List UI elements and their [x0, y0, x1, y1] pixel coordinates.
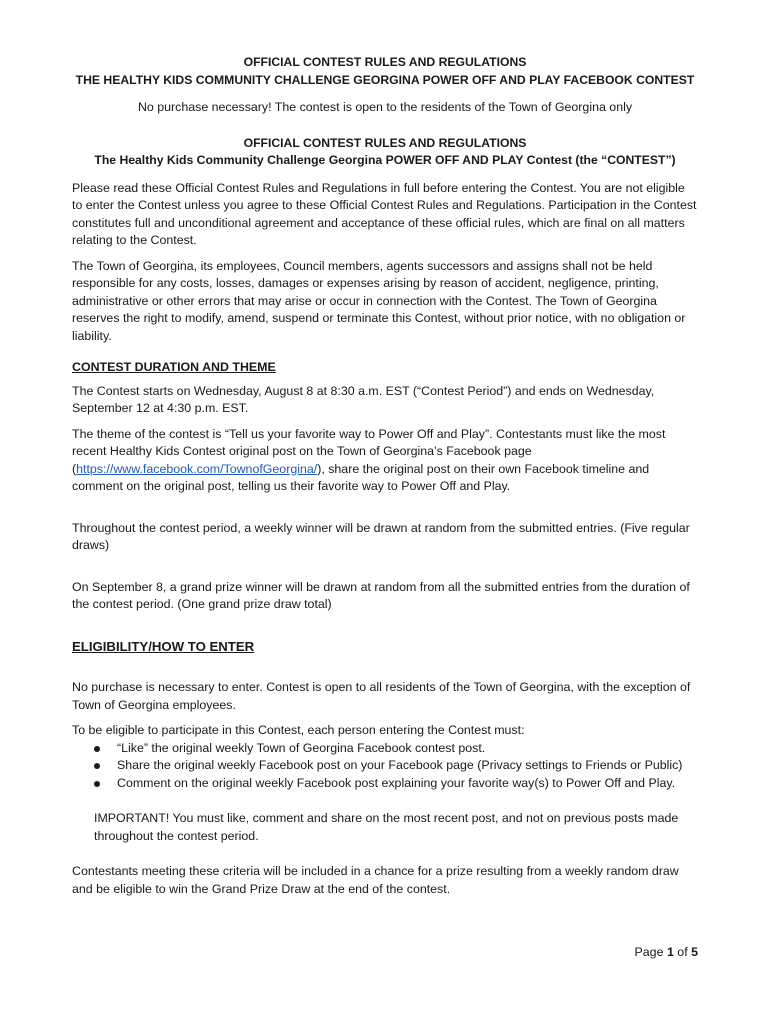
bullet-icon — [94, 763, 100, 769]
weekly-draw-paragraph: Throughout the contest period, a weekly winner will be drawn at random from the submitted entries. (Five regular draws) — [72, 520, 690, 552]
eligibility-paragraph: No purchase is necessary to enter. Contest is open to all residents of the Town of Georgina, with the exception of Town of Georgina employees. — [72, 680, 691, 712]
theme-paragraph — [72, 426, 698, 496]
liability-paragraph: The Town of Georgina, its employees, Council members, agents successors and assigns shall not be held responsible for any costs, losses, damages or expenses arising by reason of accident, negligence, printing, administrative or other errors that may arise or occur in connection with the Contest. The Town of Georgina reserves the right to modify, amend, suspend or terminate this Contest, without prior notice, with no obligation or liability. — [72, 258, 686, 343]
list-item — [94, 740, 698, 758]
subtitle-line-1: OFFICIAL CONTEST RULES AND REGULATIONS — [243, 135, 527, 150]
grand-prize-paragraph: On September 8, a grand prize winner will be drawn at random from all the submitted entries from the duration of the contest period. (One grand prize draw total) — [72, 579, 690, 611]
eligibility-requirements-intro: To be eligible to participate in this Contest, each person entering the Contest must: — [72, 723, 525, 737]
important-note: IMPORTANT! You must like, comment and share on the most recent post, and not on previous posts made throughout the contest period. — [94, 811, 679, 843]
page-word: Page — [634, 945, 664, 959]
page-number — [635, 944, 698, 962]
of-word: of — [677, 945, 688, 959]
list-item-text: Share the original weekly Facebook post on your Facebook page (Privacy settings to Friends or Public) — [117, 758, 683, 772]
closing-paragraph: Contestants meeting these criteria will be included in a chance for a prize resulting from a weekly random draw and be eligible to win the Grand Prize Draw at the end of the contest. — [72, 864, 679, 896]
bullet-icon — [94, 781, 100, 787]
facebook-page-link[interactable]: https://www.facebook.com/TownofGeorgina/ — [76, 461, 318, 476]
page-current: 1 — [666, 945, 674, 959]
subtitle-line-2: The Healthy Kids Community Challenge Georgina POWER OFF AND PLAY Contest (the “CONTEST”) — [94, 153, 676, 167]
section-heading-eligibility: ELIGIBILITY/HOW TO ENTER — [72, 638, 255, 654]
theme-text-before: The theme of the contest is “Tell us your favorite way to Power Off and Play”. Contestants must like the most recent Healthy Kids Contest original post on the Town of Georgina’s Facebook page ( — [72, 426, 666, 476]
duration-paragraph: The Contest starts on Wednesday, August 8 at 8:30 a.m. EST (“Contest Period”) and ends on Wednesday, September 12 at 4:30 p.m. EST. — [72, 383, 655, 415]
list-item — [94, 757, 698, 775]
list-item-text: Comment on the original weekly Facebook post explaining your favorite way(s) to Power Off and Play. — [117, 775, 676, 790]
document-title-line-2: THE HEALTHY KIDS COMMUNITY CHALLENGE GEORGINA POWER OFF AND PLAY FACEBOOK CONTEST — [75, 72, 695, 87]
rules-paragraph-1: Please read these Official Contest Rules and Regulations in full before entering the Contest. You are not eligible to enter the Contest unless you agree to these Official Contest Rules and Regulations. Participation in the Contest constitutes full and unconditional agreement and acceptance of these official rules, which are final on all matters relating to the Contest. — [72, 180, 697, 247]
theme-text-after: ), share the original post on their own Facebook timeline and comment on the original post, telling us their favorite way to Power Off and Play. — [72, 461, 650, 493]
bullet-icon — [94, 746, 100, 752]
requirements-list — [72, 740, 698, 793]
list-item-text: “Like” the original weekly Town of Georgina Facebook contest post. — [117, 740, 486, 755]
document-title-line-1: OFFICIAL CONTEST RULES AND REGULATIONS — [243, 55, 527, 69]
document-content — [72, 54, 698, 898]
list-item — [94, 775, 698, 793]
intro-statement: No purchase necessary! The contest is open to the residents of the Town of Georgina only — [137, 100, 633, 114]
page-total: 5 — [691, 945, 698, 959]
section-heading-duration: CONTEST DURATION AND THEME — [72, 360, 276, 374]
